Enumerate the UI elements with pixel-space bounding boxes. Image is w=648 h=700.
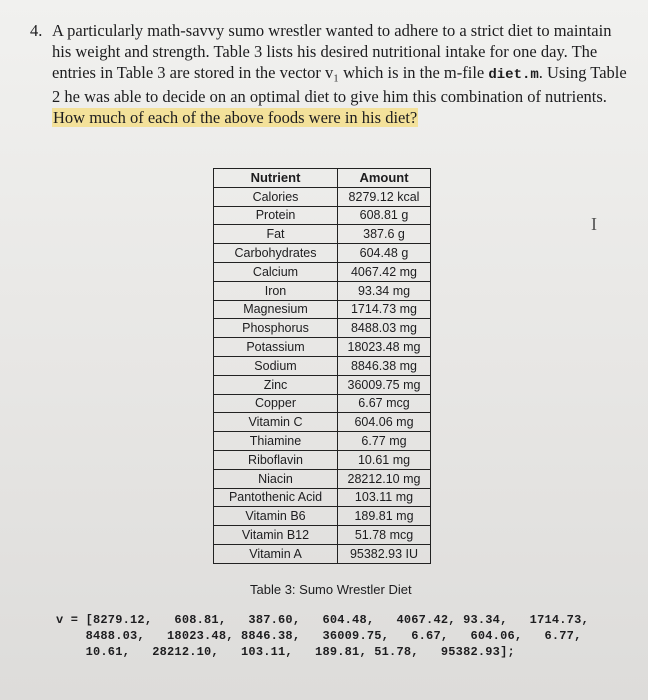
table-row bbox=[214, 262, 431, 281]
nutrient-cell: Magnesium bbox=[214, 300, 338, 319]
amount-cell: 93.34 mg bbox=[338, 281, 431, 300]
table-row bbox=[214, 488, 431, 507]
problem-text-after-code: . Using Table 2 he was able to decide on an optimal diet to give him this combination of nutrients. bbox=[52, 63, 627, 106]
amount-cell: 604.48 g bbox=[338, 244, 431, 263]
table-row bbox=[214, 375, 431, 394]
nutrition-table bbox=[213, 168, 431, 564]
nutrient-cell: Sodium bbox=[214, 356, 338, 375]
table-row bbox=[214, 338, 431, 357]
nutrient-cell: Protein bbox=[214, 206, 338, 225]
amount-cell: 8488.03 mg bbox=[338, 319, 431, 338]
amount-cell: 28212.10 mg bbox=[338, 469, 431, 488]
table-row bbox=[214, 225, 431, 244]
amount-cell: 36009.75 mg bbox=[338, 375, 431, 394]
nutrient-cell: Iron bbox=[214, 281, 338, 300]
vector-code-line: 10.61, 28212.10, 103.11, 189.81, 51.78, 95382.93]; bbox=[56, 645, 515, 659]
amount-cell: 1714.73 mg bbox=[338, 300, 431, 319]
nutrient-cell: Potassium bbox=[214, 338, 338, 357]
amount-cell: 4067.42 mg bbox=[338, 262, 431, 281]
header-nutrient: Nutrient bbox=[214, 169, 338, 188]
table-row bbox=[214, 450, 431, 469]
table-row bbox=[214, 469, 431, 488]
amount-cell: 10.61 mg bbox=[338, 450, 431, 469]
vector-code-line: v = [8279.12, 608.81, 387.60, 604.48, 4067.42, 93.34, 1714.73, bbox=[56, 613, 589, 627]
nutrient-cell: Copper bbox=[214, 394, 338, 413]
vector-code-line: 8488.03, 18023.48, 8846.38, 36009.75, 6.67, 604.06, 6.77, bbox=[56, 629, 582, 643]
table-row bbox=[214, 206, 431, 225]
amount-cell: 189.81 mg bbox=[338, 507, 431, 526]
table-body bbox=[214, 187, 431, 563]
table-header-row bbox=[214, 169, 431, 188]
vector-code-block bbox=[56, 612, 616, 660]
table-row bbox=[214, 244, 431, 263]
nutrient-cell: Thiamine bbox=[214, 432, 338, 451]
table-row bbox=[214, 356, 431, 375]
text-cursor-icon: I bbox=[591, 214, 597, 234]
table-row bbox=[214, 187, 431, 206]
amount-cell: 8846.38 mg bbox=[338, 356, 431, 375]
problem-statement bbox=[30, 20, 630, 128]
nutrient-cell: Pantothenic Acid bbox=[214, 488, 338, 507]
nutrient-cell: Vitamin B12 bbox=[214, 526, 338, 545]
problem-text bbox=[52, 20, 630, 128]
nutrient-cell: Carbohydrates bbox=[214, 244, 338, 263]
table-row bbox=[214, 413, 431, 432]
table-row bbox=[214, 300, 431, 319]
nutrient-cell: Calories bbox=[214, 187, 338, 206]
problem-number: 4. bbox=[30, 21, 43, 40]
table-row bbox=[214, 526, 431, 545]
table-row bbox=[214, 507, 431, 526]
table-row bbox=[214, 281, 431, 300]
highlighted-question: How much of each of the above foods were in his diet? bbox=[53, 108, 418, 127]
amount-cell: 387.6 g bbox=[338, 225, 431, 244]
problem-text-before-code: A particularly math-savvy sumo wrestler wanted to adhere to a strict diet to maintain his weight and strength. Table 3 lists his desired nutritional intake for one day. The entries in Table 3 are stored in the vector v₁ which is in the m-file bbox=[52, 21, 612, 82]
amount-cell: 8279.12 kcal bbox=[338, 187, 431, 206]
amount-cell: 18023.48 mg bbox=[338, 338, 431, 357]
amount-cell: 6.67 mcg bbox=[338, 394, 431, 413]
nutrient-cell: Riboflavin bbox=[214, 450, 338, 469]
nutrient-cell: Calcium bbox=[214, 262, 338, 281]
amount-cell: 95382.93 IU bbox=[338, 544, 431, 563]
nutrient-cell: Vitamin A bbox=[214, 544, 338, 563]
nutrient-cell: Fat bbox=[214, 225, 338, 244]
nutrient-cell: Vitamin C bbox=[214, 413, 338, 432]
nutrient-cell: Phosphorus bbox=[214, 319, 338, 338]
amount-cell: 6.77 mg bbox=[338, 432, 431, 451]
amount-cell: 103.11 mg bbox=[338, 488, 431, 507]
amount-cell: 51.78 mcg bbox=[338, 526, 431, 545]
nutrient-cell: Niacin bbox=[214, 469, 338, 488]
nutrient-cell: Zinc bbox=[214, 375, 338, 394]
table-row bbox=[214, 432, 431, 451]
nutrition-table-wrapper bbox=[213, 168, 431, 564]
header-amount: Amount bbox=[338, 169, 431, 188]
table-row bbox=[214, 544, 431, 563]
amount-cell: 604.06 mg bbox=[338, 413, 431, 432]
table-row bbox=[214, 319, 431, 338]
table-caption: Table 3: Sumo Wrestler Diet bbox=[250, 582, 412, 597]
mfile-name: diet.m bbox=[488, 67, 539, 83]
table-row bbox=[214, 394, 431, 413]
nutrient-cell: Vitamin B6 bbox=[214, 507, 338, 526]
amount-cell: 608.81 g bbox=[338, 206, 431, 225]
